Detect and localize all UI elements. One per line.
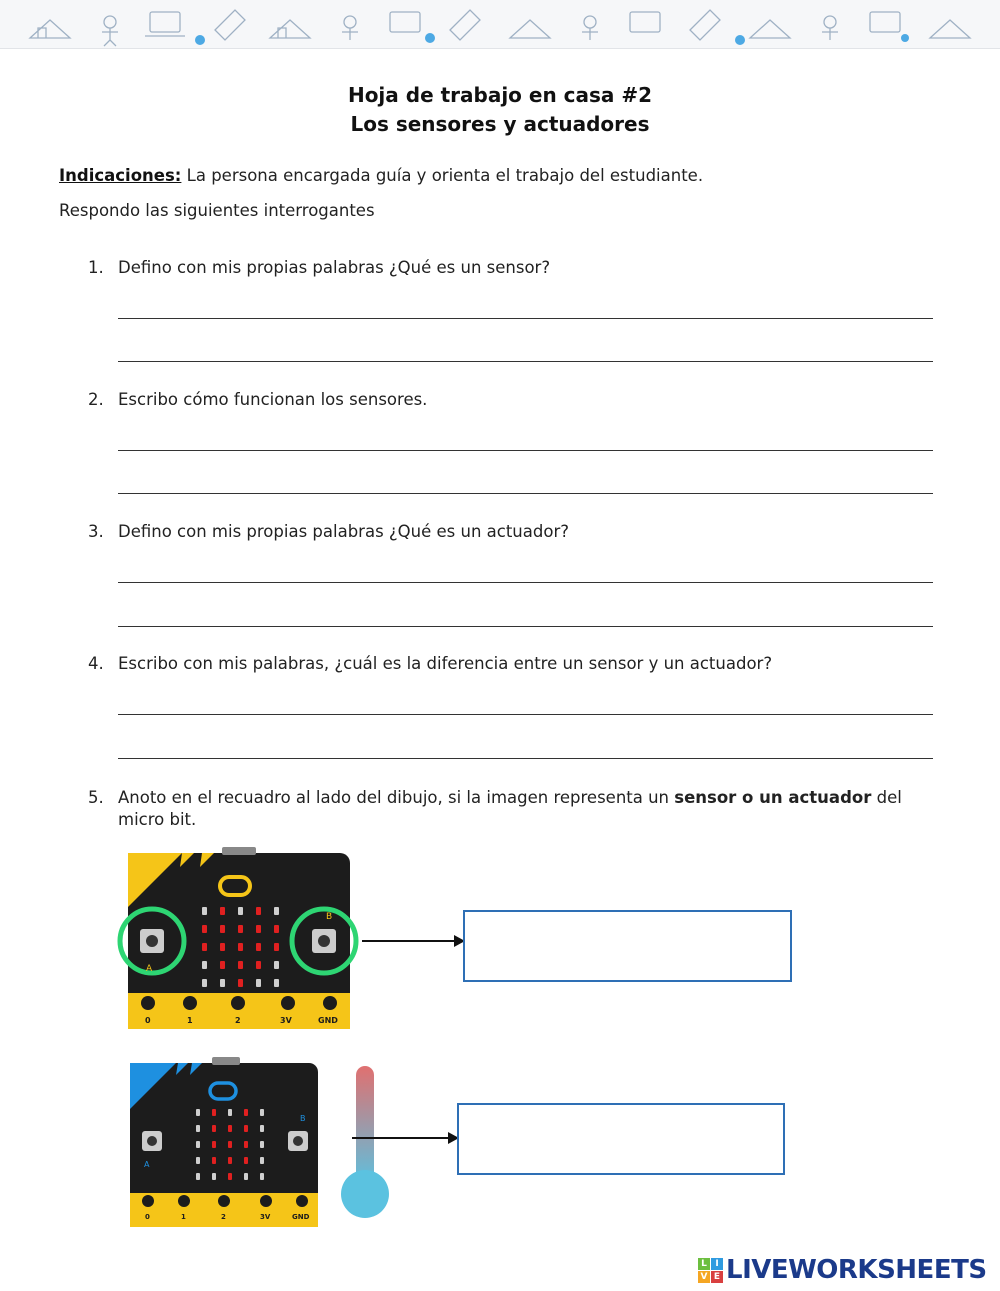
led bbox=[244, 1173, 248, 1180]
liveworksheets-logo bbox=[698, 1255, 987, 1285]
arrow-1 bbox=[362, 934, 466, 948]
led bbox=[244, 1157, 248, 1164]
question-4-text: Escribo con mis palabras, ¿cuál es la diferencia entre un sensor y un actuador? bbox=[118, 654, 773, 673]
led bbox=[228, 1141, 232, 1148]
led bbox=[220, 907, 225, 915]
answer-line-4a[interactable] bbox=[118, 714, 933, 715]
led bbox=[256, 925, 261, 933]
led bbox=[220, 961, 225, 969]
led bbox=[256, 979, 261, 987]
led bbox=[238, 907, 243, 915]
svg-text:GND: GND bbox=[318, 1016, 338, 1025]
led bbox=[202, 907, 207, 915]
svg-text:A: A bbox=[144, 1160, 150, 1169]
led bbox=[212, 1141, 216, 1148]
answer-box-2[interactable] bbox=[457, 1103, 785, 1175]
led bbox=[228, 1125, 232, 1132]
led bbox=[212, 1173, 216, 1180]
question-3-text: Defino con mis propias palabras ¿Qué es un actuador? bbox=[118, 522, 569, 541]
question-5-text-line2: micro bit. bbox=[118, 810, 197, 829]
led bbox=[212, 1109, 216, 1116]
led bbox=[228, 1109, 232, 1116]
led bbox=[202, 943, 207, 951]
answer-line-1b[interactable] bbox=[118, 361, 933, 362]
answer-line-4b[interactable] bbox=[118, 758, 933, 759]
answer-line-3a[interactable] bbox=[118, 582, 933, 583]
led bbox=[212, 1125, 216, 1132]
led bbox=[256, 943, 261, 951]
led bbox=[228, 1157, 232, 1164]
led bbox=[260, 1109, 264, 1116]
led bbox=[238, 979, 243, 987]
indications bbox=[59, 166, 703, 185]
led bbox=[244, 1141, 248, 1148]
led bbox=[244, 1125, 248, 1132]
answer-line-2a[interactable] bbox=[118, 450, 933, 451]
led bbox=[274, 925, 279, 933]
logo-blocks-icon: L I V E bbox=[698, 1258, 723, 1283]
microbit-temperature-image bbox=[120, 1055, 325, 1230]
question-4-number: 4. bbox=[88, 654, 104, 673]
button-a-label: A bbox=[146, 964, 153, 974]
led bbox=[274, 907, 279, 915]
banner-doodles bbox=[0, 0, 1000, 48]
led bbox=[260, 1141, 264, 1148]
led bbox=[220, 943, 225, 951]
answer-box-1[interactable] bbox=[463, 910, 792, 982]
question-3-number: 3. bbox=[88, 522, 104, 541]
led bbox=[228, 1173, 232, 1180]
question-2-text: Escribo cómo funcionan los sensores. bbox=[118, 390, 428, 409]
question-5-text: Anoto en el recuadro al lado del dibujo, si la imagen representa un sensor o un actuador del bbox=[118, 788, 902, 807]
answer-line-1a[interactable] bbox=[118, 318, 933, 319]
led bbox=[202, 961, 207, 969]
svg-text:2: 2 bbox=[235, 1016, 241, 1025]
svg-text:0: 0 bbox=[145, 1016, 151, 1025]
svg-text:GND: GND bbox=[292, 1213, 310, 1221]
led bbox=[274, 979, 279, 987]
led bbox=[196, 1173, 200, 1180]
led bbox=[238, 925, 243, 933]
led bbox=[260, 1173, 264, 1180]
svg-text:3V: 3V bbox=[280, 1016, 292, 1025]
svg-text:1: 1 bbox=[181, 1213, 186, 1221]
indications-label: Indicaciones: bbox=[59, 166, 182, 185]
led bbox=[260, 1157, 264, 1164]
led bbox=[196, 1125, 200, 1132]
svg-text:B: B bbox=[300, 1114, 306, 1123]
led bbox=[244, 1109, 248, 1116]
question-1-number: 1. bbox=[88, 258, 104, 277]
logo-text: LIVEWORKSHEETS bbox=[726, 1255, 987, 1285]
question-1-text: Defino con mis propias palabras ¿Qué es un sensor? bbox=[118, 258, 551, 277]
page-subtitle: Los sensores y actuadores bbox=[350, 112, 650, 136]
led bbox=[274, 943, 279, 951]
led bbox=[238, 943, 243, 951]
led bbox=[202, 979, 207, 987]
svg-text:3V: 3V bbox=[260, 1213, 271, 1221]
led bbox=[196, 1109, 200, 1116]
led bbox=[196, 1141, 200, 1148]
microbit-buttons-image bbox=[112, 845, 362, 1035]
indications-text: La persona encargada guía y orienta el trabajo del estudiante. bbox=[181, 166, 704, 185]
intro-text: Respondo las siguientes interrogantes bbox=[59, 201, 375, 220]
button-b-label: B bbox=[326, 912, 333, 922]
answer-line-2b[interactable] bbox=[118, 493, 933, 494]
led bbox=[220, 925, 225, 933]
led bbox=[196, 1157, 200, 1164]
svg-text:1: 1 bbox=[187, 1016, 193, 1025]
svg-text:0: 0 bbox=[145, 1213, 150, 1221]
question-5-number: 5. bbox=[88, 788, 104, 807]
page-title: Hoja de trabajo en casa #2 bbox=[347, 83, 653, 107]
svg-text:2: 2 bbox=[221, 1213, 226, 1221]
header-banner bbox=[0, 0, 1000, 49]
answer-line-3b[interactable] bbox=[118, 626, 933, 627]
led bbox=[238, 961, 243, 969]
question-2-number: 2. bbox=[88, 390, 104, 409]
led bbox=[256, 907, 261, 915]
arrow-2 bbox=[352, 1131, 460, 1145]
led bbox=[220, 979, 225, 987]
question-5-bold: sensor o un actuador bbox=[674, 788, 872, 807]
led bbox=[260, 1125, 264, 1132]
led bbox=[202, 925, 207, 933]
led bbox=[274, 961, 279, 969]
led bbox=[212, 1157, 216, 1164]
led bbox=[256, 961, 261, 969]
